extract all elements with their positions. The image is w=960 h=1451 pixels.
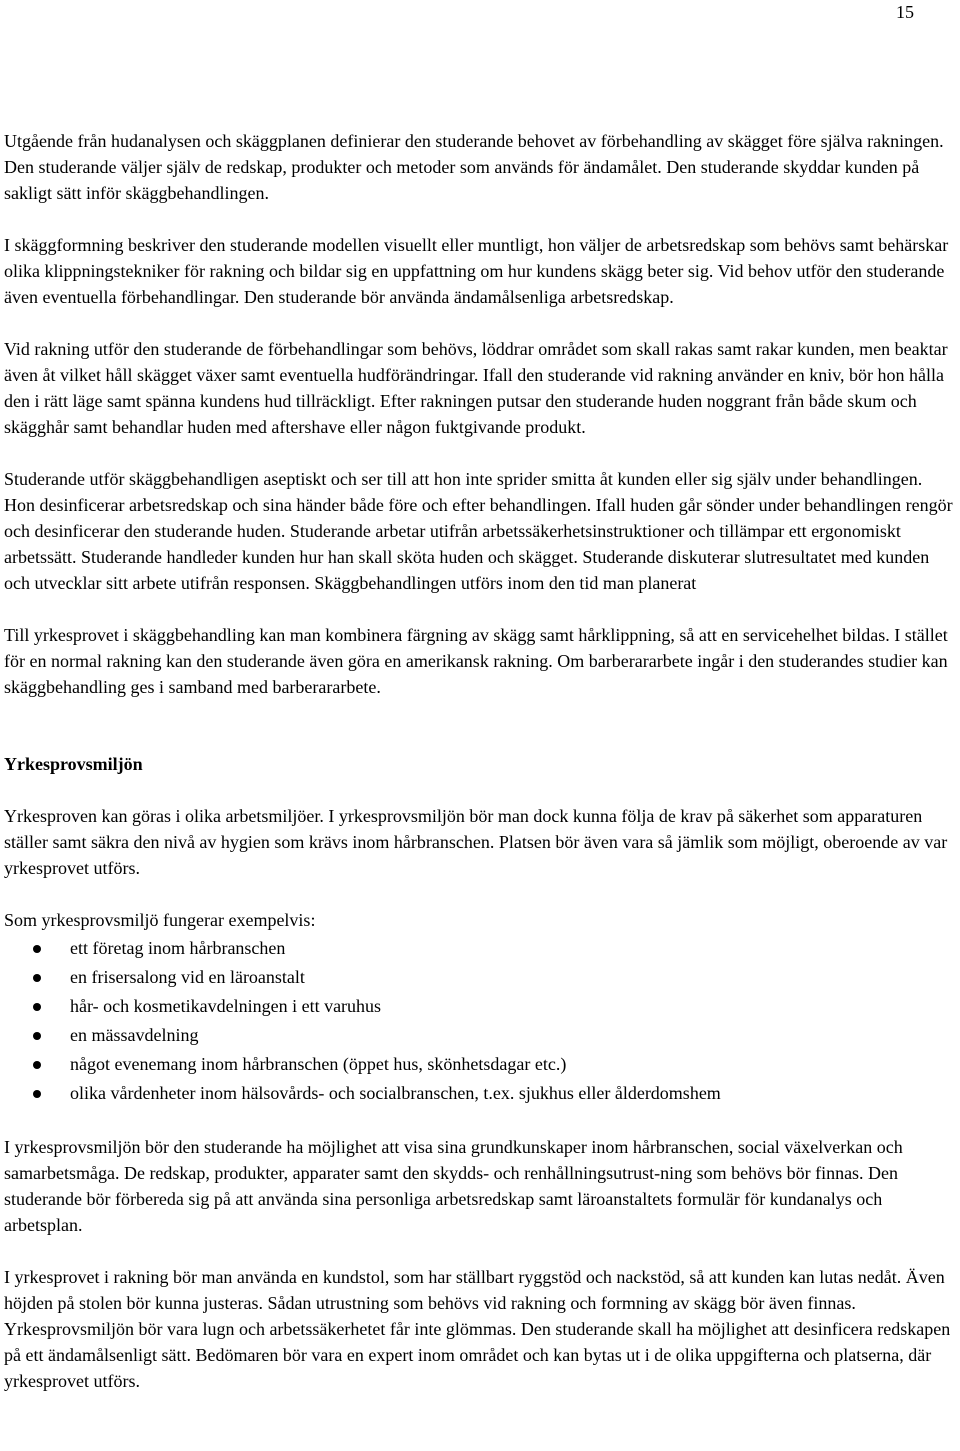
- document-body: [4, 128, 956, 1394]
- paragraph-skin-analysis: Utgående från hudanalysen och skäggplanen definierar den studerande behovet av förbehandling av skägget före själva rakningen. Den studerande väljer själv de redskap, produkter och metoder som används för ändamålet. Den studerande skyddar kunden på sakligt sätt inför skäggbehandlingen.: [4, 131, 944, 203]
- list-intro: Som yrkesprovsmiljö fungerar exempelvis:: [4, 910, 316, 930]
- list-item-text: något evenemang inom hårbranschen (öppet hus, skönhetsdagar etc.): [70, 1054, 567, 1074]
- paragraph-shaving: Vid rakning utför den studerande de förbehandlingar som behövs, löddrar området som skall rakas samt rakar kunden, men beaktar även åt vilket håll skägget växer samt eventuella hudförändringar. Ifall den studerande vid rakning använder en kniv, bör hon hålla den i rätt läge samt spänna kundens hud tillräckligt. Efter rakningen putsar den studerande huden noggrant från både skum och skägghår samt behandlar huden med aftershave eller någon fuktgivande produkt.: [4, 339, 948, 437]
- bullet-icon: [33, 945, 41, 953]
- list-item: [4, 1050, 956, 1079]
- list-item: [4, 992, 956, 1021]
- list-item-text: hår- och kosmetikavdelningen i ett varuhus: [70, 996, 382, 1016]
- environment-list: [4, 934, 956, 1108]
- paragraph-aseptic-work: Studerande utför skäggbehandligen aseptiskt och ser till att hon inte sprider smitta åt kunden eller sig själv under behandlingen. Hon desinficerar arbetsredskap och sina händer både före och efter behandlingen. Ifall huden går sönder under behandlingen rengör och desinficerar den studerande huden. Studerande arbetar utifrån arbetssäkerhetsinstruktioner och tillämpar ett ergonomiskt arbetssätt. Studerande handleder kunden hur han skall sköta huden och skägget. Studerande diskuterar slutresultatet med kunden och utvecklar sitt arbete utifrån responsen. Skäggbehandlingen utförs inom den tid man planerat: [4, 469, 953, 593]
- paragraph-environment-skills: I yrkesprovsmiljön bör den studerande ha möjlighet att visa sina grundkunskaper inom hårbranschen, social växelverkan och samarbetsmåga. De redskap, produkter, apparater samt den skydds- och renhållningsutrust-ning som behövs bör finnas. Den studerande bör förbereda sig på att använda sina personliga arbetsredskap samt läroanstaltets formulär för kundanalys och arbetsplan.: [4, 1137, 903, 1235]
- paragraph-environment-intro: Yrkesproven kan göras i olika arbetsmiljöer. I yrkesprovsmiljön bör man dock kunna följa de krav på säkerhet som apparaturen ställer samt säkra den nivå av hygien som krävs inom hårbranschen. Platsen bör även vara så jämlik som möjligt, oberoende av var yrkesprovet utförs.: [4, 806, 948, 878]
- list-item: [4, 1079, 956, 1108]
- list-item-text: olika vårdenheter inom hälsovårds- och socialbranschen, t.ex. sjukhus eller ålderdomshem: [70, 1083, 721, 1103]
- paragraph-shaving-equipment: I yrkesprovet i rakning bör man använda en kundstol, som har ställbart ryggstöd och nackstöd, så att kunden kan lutas nedåt. Även höjden på stolen bör kunna justeras. Sådan utrustning som behövs vid rakning och formning av skägg bör även finnas. Yrkesprovsmiljön bör vara lugn och arbetssäkerhetet får inte glömmas. Den studerande skall ha möjlighet att desinficera redskapen på ett ändamålsenligt sätt. Bedömaren bör vara en expert inom området och kan bytas ut i de olika uppgifterna och platserna, där yrkesprovet utförs.: [4, 1267, 951, 1391]
- bullet-icon: [33, 1032, 41, 1040]
- paragraph-combination: Till yrkesprovet i skäggbehandling kan man kombinera färgning av skägg samt hårklippning, så att en servicehelhet bildas. I stället för en normal rakning kan den studerande även göra en amerikansk rakning. Om barberararbete ingår i den studerandes studier kan skäggbehandling ges i samband med barberararbete.: [4, 625, 948, 697]
- list-item: [4, 934, 956, 963]
- bullet-icon: [33, 1090, 41, 1098]
- list-item-text: en frisersalong vid en läroanstalt: [70, 967, 305, 987]
- list-item: [4, 963, 956, 992]
- list-item-text: en mässavdelning: [70, 1025, 199, 1045]
- bullet-icon: [33, 1003, 41, 1011]
- bullet-icon: [33, 974, 41, 982]
- bullet-icon: [33, 1061, 41, 1069]
- page-number: 15: [896, 2, 914, 22]
- list-item: [4, 1021, 956, 1050]
- section-heading: Yrkesprovsmiljön: [4, 754, 143, 774]
- list-item-text: ett företag inom hårbranschen: [70, 938, 286, 958]
- paragraph-beard-shaping: I skäggformning beskriver den studerande modellen visuellt eller muntligt, hon väljer de arbetsredskap som behövs samt behärskar olika klippningstekniker för rakning och bildar sig en uppfattning om hur kundens skägg beter sig. Vid behov utför den studerande även eventuella förbehandlingar. Den studerande bör använda ändamålsenliga arbetsredskap.: [4, 235, 949, 307]
